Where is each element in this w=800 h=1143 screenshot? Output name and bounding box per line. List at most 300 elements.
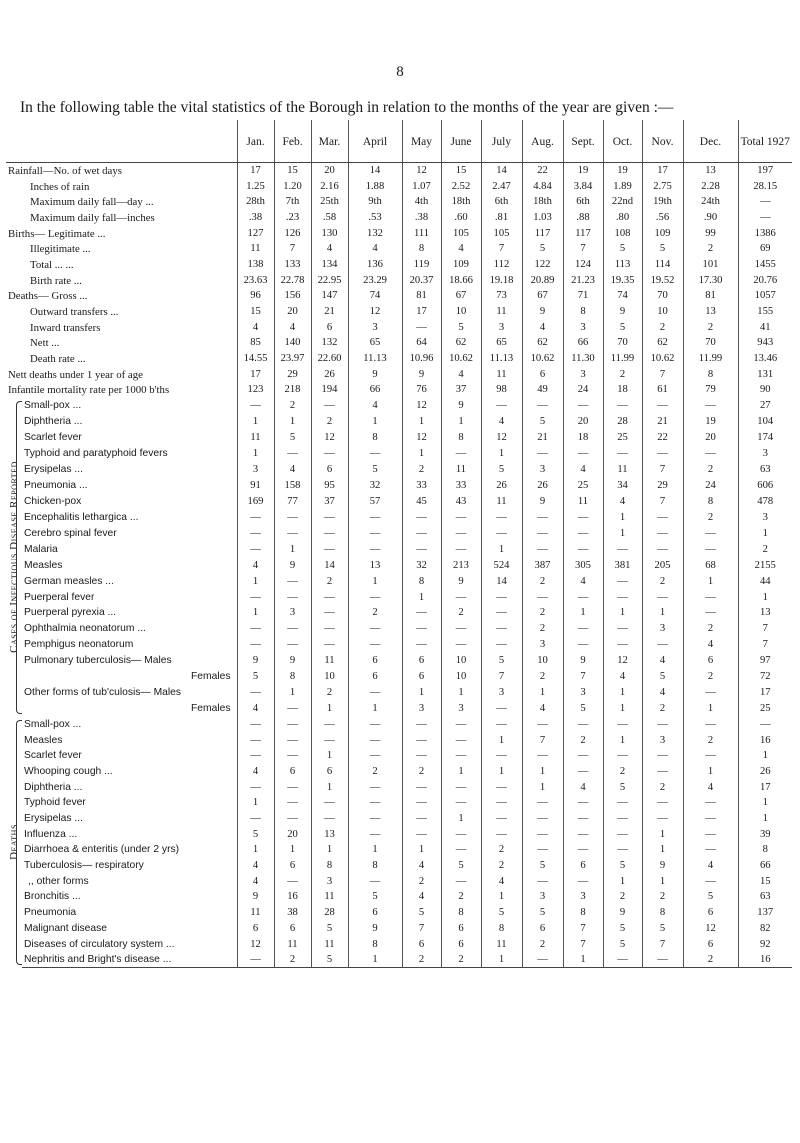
row-label: Measles xyxy=(24,559,63,571)
value-cell: 10 xyxy=(441,304,481,320)
row-label: Nett deaths under 1 year of age xyxy=(8,368,143,381)
value-cell: 98 xyxy=(481,382,522,398)
value-cell: — xyxy=(522,589,563,605)
total-cell: 28.15 xyxy=(738,178,792,194)
total-cell: 44 xyxy=(738,573,792,589)
value-cell: — xyxy=(563,509,603,525)
total-cell: 16 xyxy=(738,952,792,968)
total-cell: 16 xyxy=(738,732,792,748)
value-cell: .60 xyxy=(441,210,481,226)
value-cell: — xyxy=(603,826,642,842)
value-cell: — xyxy=(402,748,441,764)
total-cell: 13.46 xyxy=(738,351,792,367)
value-cell: 22 xyxy=(522,163,563,179)
value-cell: 1 xyxy=(563,952,603,968)
section-title: Cases of Infectious Disease Reported xyxy=(8,461,20,654)
value-cell: 11 xyxy=(311,653,348,669)
total-cell: — xyxy=(738,210,792,226)
value-cell: 6 xyxy=(348,905,402,921)
value-cell: — xyxy=(441,826,481,842)
value-cell: — xyxy=(441,589,481,605)
value-cell: 5 xyxy=(481,905,522,921)
value-cell: 1 xyxy=(603,732,642,748)
total-cell: 8 xyxy=(738,842,792,858)
row-label: Erysipelas ... xyxy=(24,464,83,476)
table-row xyxy=(6,685,792,701)
row-label: Births— Legitimate ... xyxy=(8,227,106,240)
value-cell: 132 xyxy=(348,225,402,241)
value-cell: 2 xyxy=(402,764,441,780)
value-cell: — xyxy=(274,873,311,889)
value-cell: — xyxy=(274,509,311,525)
value-cell: 9 xyxy=(274,557,311,573)
row-label: Small-pox ... xyxy=(24,400,82,412)
value-cell: — xyxy=(481,826,522,842)
value-cell: 2 xyxy=(683,952,738,968)
total-cell: 72 xyxy=(738,669,792,685)
value-cell: 4 xyxy=(642,653,683,669)
value-cell: — xyxy=(642,717,683,733)
value-cell: 65 xyxy=(348,335,402,351)
value-cell: 15 xyxy=(237,304,274,320)
table-row xyxy=(6,525,792,541)
table-row xyxy=(6,398,792,414)
value-cell: — xyxy=(237,685,274,701)
total-cell: 20.76 xyxy=(738,272,792,288)
value-cell: — xyxy=(441,541,481,557)
value-cell: 5 xyxy=(481,462,522,478)
value-cell: 8 xyxy=(348,936,402,952)
value-cell: 132 xyxy=(311,335,348,351)
value-cell: 2 xyxy=(603,889,642,905)
value-cell: 43 xyxy=(441,493,481,509)
value-cell: 8 xyxy=(441,430,481,446)
table-row xyxy=(6,653,792,669)
row-label: Diphtheria ... xyxy=(24,416,83,428)
row-label: Inches of rain xyxy=(30,180,90,193)
value-cell: 305 xyxy=(563,557,603,573)
value-cell: 18 xyxy=(563,430,603,446)
value-cell: — xyxy=(603,621,642,637)
value-cell: 6 xyxy=(402,653,441,669)
value-cell: — xyxy=(642,541,683,557)
value-cell: 5 xyxy=(402,905,441,921)
value-cell: 3 xyxy=(441,701,481,717)
value-cell: 2.75 xyxy=(642,178,683,194)
value-cell: — xyxy=(683,795,738,811)
value-cell: 4 xyxy=(522,701,563,717)
table-row xyxy=(6,873,792,889)
value-cell: 15 xyxy=(274,163,311,179)
value-cell: 91 xyxy=(237,478,274,494)
row-label: Pneumonia ... xyxy=(24,479,88,491)
row-label: Deaths— Gross ... xyxy=(8,290,88,303)
table-row xyxy=(6,446,792,462)
value-cell: — xyxy=(348,637,402,653)
row-label: Small-pox ... xyxy=(24,718,82,730)
value-cell: — xyxy=(683,748,738,764)
value-cell: 1 xyxy=(441,764,481,780)
value-cell: — xyxy=(311,621,348,637)
value-cell: — xyxy=(348,525,402,541)
value-cell: 9 xyxy=(237,889,274,905)
value-cell: — xyxy=(441,842,481,858)
row-label: Puerperal fever xyxy=(24,591,95,603)
value-cell: — xyxy=(481,811,522,827)
value-cell: — xyxy=(274,637,311,653)
value-cell: 2.28 xyxy=(683,178,738,194)
value-cell: — xyxy=(237,541,274,557)
value-cell: — xyxy=(274,779,311,795)
value-cell: 4 xyxy=(311,241,348,257)
total-cell: 606 xyxy=(738,478,792,494)
value-cell: 119 xyxy=(402,257,441,273)
value-cell: 2 xyxy=(642,889,683,905)
table-row xyxy=(6,430,792,446)
value-cell: 213 xyxy=(441,557,481,573)
value-cell: 26 xyxy=(481,478,522,494)
value-cell: — xyxy=(522,525,563,541)
value-cell: — xyxy=(311,398,348,414)
row-label: Outward transfers ... xyxy=(30,306,119,319)
value-cell: 67 xyxy=(522,288,563,304)
value-cell: — xyxy=(481,525,522,541)
value-cell: 14.55 xyxy=(237,351,274,367)
value-cell: 6 xyxy=(348,653,402,669)
value-cell: 1 xyxy=(348,414,402,430)
total-cell: 1 xyxy=(738,525,792,541)
total-cell: 2 xyxy=(738,541,792,557)
value-cell: 70 xyxy=(642,288,683,304)
table-row xyxy=(6,366,792,382)
value-cell: 8 xyxy=(642,905,683,921)
value-cell: 64 xyxy=(402,335,441,351)
value-cell: — xyxy=(441,525,481,541)
value-cell: 123 xyxy=(237,382,274,398)
value-cell: 112 xyxy=(481,257,522,273)
value-cell: 6 xyxy=(522,921,563,937)
value-cell: 111 xyxy=(402,225,441,241)
row-label: Nett ... xyxy=(30,337,60,350)
value-cell: 1 xyxy=(348,573,402,589)
value-cell: 5 xyxy=(522,241,563,257)
value-cell: — xyxy=(274,621,311,637)
value-cell: — xyxy=(348,873,402,889)
value-cell: 2 xyxy=(522,621,563,637)
value-cell: 4 xyxy=(348,241,402,257)
value-cell: 10.96 xyxy=(402,351,441,367)
table-row xyxy=(6,478,792,494)
value-cell: — xyxy=(603,541,642,557)
value-cell: 5 xyxy=(563,701,603,717)
value-cell: — xyxy=(348,717,402,733)
value-cell: — xyxy=(481,398,522,414)
value-cell: 109 xyxy=(441,257,481,273)
value-cell: 8 xyxy=(683,493,738,509)
value-cell: 8 xyxy=(563,304,603,320)
value-cell: — xyxy=(683,525,738,541)
value-cell: 34 xyxy=(603,478,642,494)
total-cell: 1455 xyxy=(738,257,792,273)
value-cell: — xyxy=(563,621,603,637)
value-cell: 11 xyxy=(237,430,274,446)
row-label: Ophthalmia neonatorum ... xyxy=(24,623,146,635)
row-label: Typhoid and paratyphoid fevers xyxy=(24,448,168,460)
value-cell: .80 xyxy=(603,210,642,226)
value-cell: 138 xyxy=(237,257,274,273)
value-cell: 3 xyxy=(311,873,348,889)
value-cell: 1 xyxy=(237,446,274,462)
value-cell: 2 xyxy=(402,952,441,968)
value-cell: 2 xyxy=(683,462,738,478)
value-cell: 6 xyxy=(348,669,402,685)
value-cell: 5 xyxy=(311,921,348,937)
value-cell: 3 xyxy=(274,605,311,621)
table-row xyxy=(6,858,792,874)
table-row xyxy=(6,921,792,937)
table-row xyxy=(6,905,792,921)
value-cell: 29 xyxy=(642,478,683,494)
value-cell: 4 xyxy=(522,319,563,335)
row-label: Other forms of tub'culosis— Males xyxy=(24,687,182,699)
table-row xyxy=(6,811,792,827)
value-cell: 9 xyxy=(441,398,481,414)
value-cell: 7 xyxy=(402,921,441,937)
value-cell: — xyxy=(274,589,311,605)
value-cell: 5 xyxy=(642,669,683,685)
value-cell: 99 xyxy=(683,225,738,241)
value-cell: 24th xyxy=(683,194,738,210)
value-cell: 8 xyxy=(402,241,441,257)
header-cell: June xyxy=(441,120,481,163)
value-cell: — xyxy=(402,637,441,653)
value-cell: 1 xyxy=(603,605,642,621)
value-cell: — xyxy=(563,589,603,605)
total-cell: 1 xyxy=(738,589,792,605)
value-cell: — xyxy=(522,811,563,827)
value-cell: 1 xyxy=(603,873,642,889)
value-cell: .90 xyxy=(683,210,738,226)
value-cell: 11 xyxy=(237,241,274,257)
value-cell: 12 xyxy=(402,163,441,179)
row-label: Cerebro spinal fever xyxy=(24,527,117,539)
value-cell: 70 xyxy=(683,335,738,351)
row-label: Diarrhoea & enteritis (under 2 yrs) xyxy=(24,844,180,856)
value-cell: 2 xyxy=(402,462,441,478)
total-cell: 137 xyxy=(738,905,792,921)
value-cell: 1 xyxy=(348,842,402,858)
value-cell: 13 xyxy=(683,163,738,179)
value-cell: — xyxy=(683,589,738,605)
value-cell: 85 xyxy=(237,335,274,351)
value-cell: — xyxy=(441,717,481,733)
row-label: Malignant disease xyxy=(24,922,107,934)
value-cell: 24 xyxy=(683,478,738,494)
value-cell: 3 xyxy=(563,889,603,905)
value-cell: 13 xyxy=(311,826,348,842)
row-label: Influenza ... xyxy=(24,828,78,840)
value-cell: — xyxy=(522,717,563,733)
value-cell: 11 xyxy=(237,905,274,921)
value-cell: 9 xyxy=(237,653,274,669)
value-cell: 3 xyxy=(563,685,603,701)
row-label: Bronchitis ... xyxy=(24,891,81,903)
value-cell: — xyxy=(274,446,311,462)
value-cell: 1 xyxy=(603,509,642,525)
value-cell: — xyxy=(603,748,642,764)
value-cell: 1 xyxy=(481,764,522,780)
value-cell: 1 xyxy=(683,764,738,780)
value-cell: 12 xyxy=(311,430,348,446)
value-cell: 6 xyxy=(274,764,311,780)
value-cell: — xyxy=(683,811,738,827)
value-cell: 1 xyxy=(402,842,441,858)
value-cell: 2 xyxy=(642,701,683,717)
value-cell: 29 xyxy=(274,366,311,382)
table-row xyxy=(6,637,792,653)
value-cell: 1 xyxy=(683,573,738,589)
value-cell: 6th xyxy=(563,194,603,210)
value-cell: 1 xyxy=(441,811,481,827)
value-cell: 2 xyxy=(683,509,738,525)
value-cell: 23.29 xyxy=(348,272,402,288)
value-cell: 108 xyxy=(603,225,642,241)
value-cell: 1 xyxy=(311,701,348,717)
value-cell: 2 xyxy=(603,764,642,780)
value-cell: 11 xyxy=(441,462,481,478)
value-cell: 1.88 xyxy=(348,178,402,194)
value-cell: 1 xyxy=(274,541,311,557)
value-cell: — xyxy=(563,717,603,733)
value-cell: 2 xyxy=(522,605,563,621)
row-label: Pemphigus neonatorum xyxy=(24,639,134,651)
value-cell: 1 xyxy=(274,414,311,430)
header-cell: Aug. xyxy=(522,120,563,163)
total-cell: 7 xyxy=(738,621,792,637)
table-row xyxy=(6,210,792,226)
value-cell: 8 xyxy=(563,905,603,921)
value-cell: — xyxy=(563,795,603,811)
value-cell: 17 xyxy=(237,163,274,179)
page-number: 8 xyxy=(396,64,404,80)
table-row xyxy=(6,382,792,398)
total-cell: 92 xyxy=(738,936,792,952)
value-cell: 1.89 xyxy=(603,178,642,194)
value-cell: 5 xyxy=(683,889,738,905)
value-cell: 3 xyxy=(522,889,563,905)
value-cell: 1 xyxy=(441,414,481,430)
value-cell: 1 xyxy=(481,952,522,968)
value-cell: — xyxy=(481,589,522,605)
row-label: Whooping cough ... xyxy=(24,765,113,777)
total-cell: — xyxy=(738,194,792,210)
total-cell: 1386 xyxy=(738,225,792,241)
value-cell: 2 xyxy=(348,605,402,621)
value-cell: 25 xyxy=(563,478,603,494)
value-cell: 1.07 xyxy=(402,178,441,194)
value-cell: — xyxy=(274,795,311,811)
row-label: Pneumonia xyxy=(24,907,77,919)
value-cell: 9 xyxy=(642,858,683,874)
value-cell: — xyxy=(522,398,563,414)
value-cell: — xyxy=(563,826,603,842)
value-cell: — xyxy=(311,605,348,621)
header-cell: Total 1927 xyxy=(738,120,792,163)
value-cell: 1 xyxy=(237,842,274,858)
value-cell: — xyxy=(402,779,441,795)
value-cell: 19 xyxy=(603,163,642,179)
value-cell: 4 xyxy=(441,241,481,257)
value-cell: — xyxy=(237,811,274,827)
value-cell: 140 xyxy=(274,335,311,351)
value-cell: — xyxy=(642,589,683,605)
value-cell: — xyxy=(522,748,563,764)
value-cell: 28th xyxy=(237,194,274,210)
value-cell: 2 xyxy=(603,366,642,382)
value-cell: — xyxy=(642,811,683,827)
total-cell: 25 xyxy=(738,701,792,717)
row-label: Erysipelas ... xyxy=(24,813,83,825)
value-cell: 81 xyxy=(402,288,441,304)
value-cell: 1 xyxy=(522,764,563,780)
value-cell: 2 xyxy=(522,573,563,589)
total-cell: 1 xyxy=(738,795,792,811)
total-cell: 3 xyxy=(738,509,792,525)
value-cell: 19.35 xyxy=(603,272,642,288)
value-cell: — xyxy=(683,873,738,889)
value-cell: 14 xyxy=(348,163,402,179)
total-cell: 63 xyxy=(738,462,792,478)
value-cell: 5 xyxy=(311,952,348,968)
value-cell: 11 xyxy=(311,936,348,952)
value-cell: 4 xyxy=(237,557,274,573)
value-cell: — xyxy=(683,826,738,842)
value-cell: 11.13 xyxy=(481,351,522,367)
total-cell: 97 xyxy=(738,653,792,669)
value-cell: — xyxy=(348,541,402,557)
value-cell: 114 xyxy=(642,257,683,273)
value-cell: — xyxy=(348,589,402,605)
table-row xyxy=(6,669,792,685)
value-cell: 17.30 xyxy=(683,272,738,288)
table-row xyxy=(6,557,792,573)
value-cell: 10 xyxy=(642,304,683,320)
value-cell: 2 xyxy=(481,858,522,874)
value-cell: 21.23 xyxy=(563,272,603,288)
row-label: Chicken-pox xyxy=(24,495,82,507)
table-row xyxy=(6,493,792,509)
value-cell: 381 xyxy=(603,557,642,573)
value-cell: — xyxy=(311,589,348,605)
value-cell: 5 xyxy=(274,430,311,446)
value-cell: — xyxy=(642,795,683,811)
value-cell: 11 xyxy=(311,889,348,905)
value-cell: 1 xyxy=(402,685,441,701)
value-cell: — xyxy=(642,525,683,541)
value-cell: — xyxy=(237,717,274,733)
total-cell: 1057 xyxy=(738,288,792,304)
table-row xyxy=(6,257,792,273)
value-cell: — xyxy=(683,541,738,557)
table-row xyxy=(6,952,792,968)
value-cell: 117 xyxy=(522,225,563,241)
value-cell: 19 xyxy=(683,414,738,430)
section-title: Deaths xyxy=(8,824,20,860)
table-row xyxy=(6,414,792,430)
value-cell: 4 xyxy=(683,779,738,795)
value-cell: 33 xyxy=(441,478,481,494)
value-cell: 387 xyxy=(522,557,563,573)
